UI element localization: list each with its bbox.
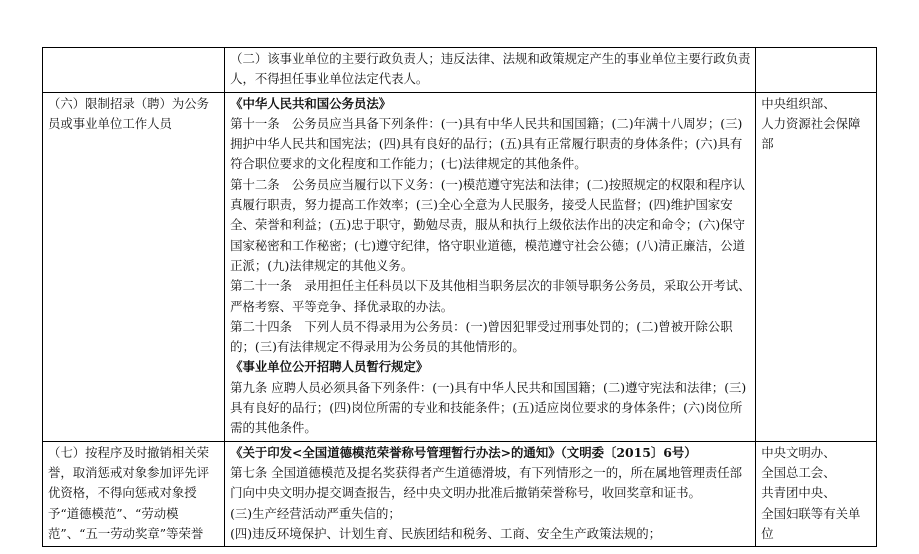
department-line: 全国妇联等有关单位 bbox=[761, 505, 861, 541]
content-cell bbox=[225, 441, 756, 546]
department-line: 中央文明办、 bbox=[761, 444, 836, 460]
law-title: 《关于印发<全国道德模范荣誉称号管理暂行办法>的通知》（文明委〔2015〕6号） bbox=[230, 444, 697, 460]
department-cell bbox=[756, 92, 877, 441]
department-cell bbox=[756, 441, 877, 546]
content-paragraph: （二）该事业单位的主要行政负责人；违反法律、法规和政策规定产生的事业单位主要行政负责人，不得担任事业单位法定代表人。 bbox=[230, 51, 751, 87]
content-paragraph: 第二十一条 录用担任主任科员以下及其他相当职务层次的非领导职务公务员，采取公开考试、严格考察、平等竞争、择优录取的办法。 bbox=[230, 278, 751, 314]
content-paragraph: 第九条 应聘人员必须具备下列条件：(一)具有中华人民共和国国籍；(二)遵守宪法和法律；(三)具有良好的品行；(四)岗位所需的专业和技能条件；(五)适应岗位要求的身体条件；(六)岗位所需的其他条件。 bbox=[230, 379, 747, 436]
department-line: 中央组织部、 bbox=[761, 95, 836, 111]
measures-table bbox=[42, 47, 877, 547]
content-cell bbox=[225, 48, 756, 93]
content-cell bbox=[225, 92, 756, 441]
law-title: 《中华人民共和国公务员法》 bbox=[230, 95, 392, 111]
content-paragraph: (三)生产经营活动严重失信的； bbox=[230, 505, 401, 521]
department-line: 共青团中央、 bbox=[761, 485, 836, 501]
table-row bbox=[43, 441, 877, 546]
content-paragraph: 第十一条 公务员应当具备下列条件：(一)具有中华人民共和国国籍；(二)年满十八周岁；(三)拥护中华人民共和国宪法；(四)具有良好的品行；(五)具有正常履行职责的身体条件；(六)具有符合职位要求的文化程度和工作能力；(七)法律规定的其他条件。 bbox=[230, 115, 743, 172]
category-cell: （七）按程序及时撤销相关荣誉，取消惩戒对象参加评先评优资格，不得向惩戒对象授予“道德模范”、“劳动模范”、“五一劳动奖章”等荣誉 bbox=[43, 441, 225, 546]
department-cell bbox=[756, 48, 877, 93]
content-paragraph: 第二十四条 下列人员不得录用为公务员：(一)曾因犯罪受过刑事处罚的；(二)曾被开除公职的；(三)有法律规定不得录用为公务员的其他情形的。 bbox=[230, 318, 733, 355]
content-paragraph: 第七条 全国道德模范及提名奖获得者产生道德滑坡，有下列情形之一的，所在属地管理责任部门向中央文明办提交调查报告，经中央文明办批准后撤销荣誉称号，收回奖章和证书。 bbox=[230, 464, 743, 501]
table-row bbox=[43, 48, 877, 93]
category-cell: （六）限制招录（聘）为公务员或事业单位工作人员 bbox=[43, 92, 225, 441]
category-cell bbox=[43, 48, 225, 93]
law-title: 《事业单位公开招聘人员暂行规定》 bbox=[230, 359, 429, 375]
department-line: 全国总工会、 bbox=[761, 464, 836, 480]
table-row bbox=[43, 92, 877, 441]
content-paragraph: 第十二条 公务员应当履行以下义务：(一)模范遵守宪法和法律；(二)按照规定的权限和程序认真履行职责，努力提高工作效率；(三)全心全意为人民服务，接受人民监督；(四)维护国家安全、荣誉和利益；(五)忠于职守，勤勉尽责，服从和执行上级依法作出的决定和命令；(六)保守国家秘密和工作秘密；(七)遵守纪律，恪守职业道德，模范遵守社会公德；(八)清正廉洁，公道正派；(九)法律规定的其他义务。 bbox=[230, 176, 746, 273]
department-line: 人力资源社会保障部 bbox=[761, 115, 861, 152]
content-paragraph: (四)违反环境保护、计划生育、民族团结和税务、工商、安全生产政策法规的； bbox=[230, 525, 662, 541]
